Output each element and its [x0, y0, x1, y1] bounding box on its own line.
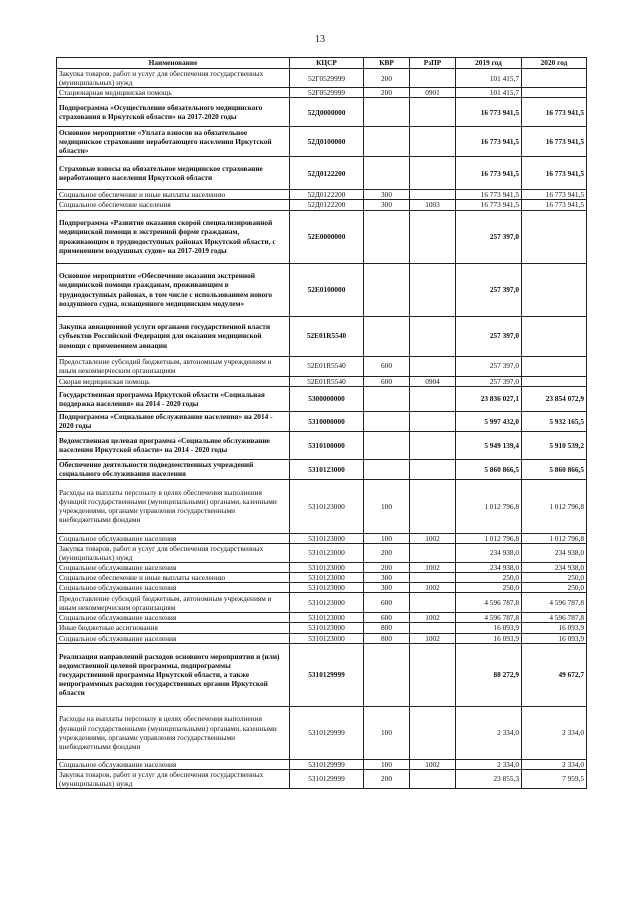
cell-name: Предоставление субсидий бюджетным, автономным учреждениям и иным некоммерческим организациям — [57, 593, 290, 613]
cell-kcsr: 5310123000 — [290, 583, 364, 593]
cell-2020 — [522, 316, 587, 356]
cell-rzpr — [410, 593, 456, 613]
cell-2019: 5 997 432,0 — [456, 411, 522, 431]
table-row — [57, 613, 587, 623]
cell-kvr: 800 — [364, 623, 410, 633]
cell-2019: 4 596 787,8 — [456, 593, 522, 613]
cell-2019: 257 397,0 — [456, 356, 522, 376]
table-row — [57, 562, 587, 572]
cell-kvr — [364, 643, 410, 706]
cell-rzpr: 0901 — [410, 88, 456, 98]
cell-2020: 16 773 941,5 — [522, 98, 587, 127]
table-row — [57, 210, 587, 263]
cell-rzpr — [410, 210, 456, 263]
cell-2020: 250,0 — [522, 573, 587, 583]
table-row — [57, 376, 587, 386]
cell-name: Социальное обслуживание населения — [57, 613, 290, 623]
table-row — [57, 386, 587, 411]
cell-kcsr: 5310123000 — [290, 573, 364, 583]
cell-kvr — [364, 411, 410, 431]
cell-rzpr — [410, 69, 456, 88]
cell-kcsr: 52Е0100000 — [290, 263, 364, 316]
cell-name: Обеспечение деятельности подведомственных учреждений социального обслуживания населения — [57, 459, 290, 479]
cell-2020: 234 938,0 — [522, 543, 587, 562]
table-row — [57, 593, 587, 613]
cell-2020: 5 910 539,2 — [522, 431, 587, 459]
cell-2019: 257 397,0 — [456, 210, 522, 263]
cell-kvr — [364, 263, 410, 316]
cell-2019: 16 773 941,5 — [456, 127, 522, 157]
cell-name: Закупка товаров, работ и услуг для обеспечения государственных (муниципальных) нужд — [57, 543, 290, 562]
cell-kcsr: 52Д0122200 — [290, 200, 364, 210]
header-rzpr: РзПР — [410, 58, 456, 69]
cell-2020 — [522, 210, 587, 263]
cell-kvr: 200 — [364, 769, 410, 788]
table-row — [57, 633, 587, 643]
cell-2019: 1 012 796,8 — [456, 533, 522, 543]
cell-kvr: 300 — [364, 573, 410, 583]
cell-rzpr: 1003 — [410, 200, 456, 210]
cell-2019: 16 093,9 — [456, 633, 522, 643]
table-row — [57, 769, 587, 788]
cell-2019: 101 415,7 — [456, 88, 522, 98]
cell-name: Подпрограмма «Социальное обслуживание населения» на 2014 - 2020 годы — [57, 411, 290, 431]
cell-name: Социальное обслуживание населения — [57, 562, 290, 572]
cell-2019: 1 012 796,8 — [456, 479, 522, 533]
cell-kvr — [364, 127, 410, 157]
cell-name: Предоставление субсидий бюджетным, автономным учреждениям и иным некоммерческим организациям — [57, 356, 290, 376]
cell-2020: 4 596 787,8 — [522, 613, 587, 623]
table-row — [57, 459, 587, 479]
cell-kvr: 200 — [364, 562, 410, 572]
table-row — [57, 643, 587, 706]
cell-kvr — [364, 98, 410, 127]
cell-2020: 1 012 796,8 — [522, 533, 587, 543]
cell-name: Страховые взносы на обязательное медицинское страхование неработающего населения Иркутской области — [57, 157, 290, 190]
cell-2020: 5 860 866,5 — [522, 459, 587, 479]
table-row — [57, 583, 587, 593]
table-row — [57, 200, 587, 210]
cell-name: Реализация направлений расходов основного мероприятия и (или) ведомственной целевой программы, подпрограммы государственной программы Иркутской области, а также непрограммных расходов государственных органов Иркутской области — [57, 643, 290, 706]
header-kcsr: КЦСР — [290, 58, 364, 69]
table-row — [57, 533, 587, 543]
header-kvr: КВР — [364, 58, 410, 69]
cell-2020 — [522, 263, 587, 316]
cell-rzpr — [410, 263, 456, 316]
cell-rzpr — [410, 157, 456, 190]
cell-name: Ведомственная целевая программа «Социальное обслуживание населения Иркутской области» на 2014 - 2020 годы — [57, 431, 290, 459]
table-header-row — [57, 58, 587, 69]
table-row — [57, 190, 587, 200]
cell-kcsr: 5310129999 — [290, 643, 364, 706]
cell-2020: 234 938,0 — [522, 562, 587, 572]
cell-2019: 5 860 866,5 — [456, 459, 522, 479]
cell-kvr: 300 — [364, 200, 410, 210]
cell-name: Социальное обеспечение населения — [57, 200, 290, 210]
cell-2019: 257 397,0 — [456, 376, 522, 386]
cell-2019: 5 949 139,4 — [456, 431, 522, 459]
cell-name: Закупка товаров, работ и услуг для обеспечения государственных (муниципальных) нужд — [57, 69, 290, 88]
cell-kcsr: 5300000000 — [290, 386, 364, 411]
cell-rzpr: 0904 — [410, 376, 456, 386]
cell-kcsr: 52Е01R5540 — [290, 376, 364, 386]
table-row — [57, 623, 587, 633]
cell-kvr: 600 — [364, 376, 410, 386]
cell-kcsr: 52Д0100000 — [290, 127, 364, 157]
cell-2020 — [522, 376, 587, 386]
table-row — [57, 88, 587, 98]
cell-name: Социальное обслуживание населения — [57, 759, 290, 769]
cell-name: Скорая медицинская помощь — [57, 376, 290, 386]
cell-name: Социальное обслуживание населения — [57, 533, 290, 543]
cell-2019: 16 773 941,5 — [456, 157, 522, 190]
cell-kvr: 300 — [364, 190, 410, 200]
cell-rzpr: 1002 — [410, 562, 456, 572]
cell-kcsr: 5310123000 — [290, 633, 364, 643]
cell-kvr: 800 — [364, 633, 410, 643]
cell-2020: 4 596 787,8 — [522, 593, 587, 613]
cell-kvr — [364, 157, 410, 190]
cell-2020: 16 773 941,5 — [522, 190, 587, 200]
cell-2019: 23 836 027,1 — [456, 386, 522, 411]
cell-2019: 16 773 941,5 — [456, 200, 522, 210]
cell-2020 — [522, 356, 587, 376]
cell-kcsr: 5310123000 — [290, 459, 364, 479]
cell-rzpr: 1002 — [410, 613, 456, 623]
table-row — [57, 411, 587, 431]
header-2020: 2020 год — [522, 58, 587, 69]
cell-2019: 16 773 941,5 — [456, 98, 522, 127]
cell-rzpr — [410, 643, 456, 706]
table-row — [57, 263, 587, 316]
cell-2019: 16 773 941,5 — [456, 190, 522, 200]
cell-kvr: 300 — [364, 583, 410, 593]
cell-kvr: 200 — [364, 543, 410, 562]
cell-2020: 16 773 941,5 — [522, 200, 587, 210]
cell-2019: 88 272,9 — [456, 643, 522, 706]
cell-name: Закупка товаров, работ и услуг для обеспечения государственных (муниципальных) нужд — [57, 769, 290, 788]
cell-rzpr — [410, 190, 456, 200]
cell-name: Социальное обеспечение и иные выплаты населению — [57, 573, 290, 583]
cell-2020: 5 932 165,5 — [522, 411, 587, 431]
cell-name: Стационарная медицинская помощь — [57, 88, 290, 98]
cell-kvr: 600 — [364, 593, 410, 613]
cell-name: Подпрограмма «Осуществление обязательного медицинского страхования в Иркутской области» на 2017-2020 годы — [57, 98, 290, 127]
cell-kvr: 200 — [364, 88, 410, 98]
cell-kcsr: 5310123000 — [290, 562, 364, 572]
cell-2020: 2 334,0 — [522, 706, 587, 759]
cell-name: Основное мероприятие «Обеспечение оказания экстренной медицинской помощи гражданам, проживающим в труднодоступных районах, в том числе с использованием нового воздушного судна, оснащенного медицинским модулем» — [57, 263, 290, 316]
cell-rzpr: 1002 — [410, 583, 456, 593]
cell-2019: 234 938,0 — [456, 543, 522, 562]
cell-name: Иные бюджетные ассигнования — [57, 623, 290, 633]
cell-rzpr — [410, 356, 456, 376]
cell-2020: 16 093,9 — [522, 623, 587, 633]
cell-kcsr: 5310129999 — [290, 769, 364, 788]
table-row — [57, 127, 587, 157]
cell-name: Государственная программа Иркутской области «Социальная поддержка населения» на 2014 - 2020 годы — [57, 386, 290, 411]
cell-kcsr: 5310129999 — [290, 706, 364, 759]
cell-kcsr: 5310129999 — [290, 759, 364, 769]
cell-2020: 7 959,5 — [522, 769, 587, 788]
cell-name: Расходы на выплаты персоналу в целях обеспечения выполнения функций государственными (муниципальными) органами, казенными учреждениями, органами управления государственными внебюджетными фондами — [57, 706, 290, 759]
table-row — [57, 316, 587, 356]
cell-rzpr — [410, 98, 456, 127]
cell-rzpr: 1002 — [410, 533, 456, 543]
cell-name: Основное мероприятие «Уплата взносов на обязательное медицинское страхование неработающего населения Иркутской области» — [57, 127, 290, 157]
cell-2020: 250,0 — [522, 583, 587, 593]
cell-2019: 23 855,3 — [456, 769, 522, 788]
cell-kvr: 200 — [364, 69, 410, 88]
table-row — [57, 573, 587, 583]
cell-kvr: 100 — [364, 479, 410, 533]
cell-name: Расходы на выплаты персоналу в целях обеспечения выполнения функций государственными (муниципальными) органами, казенными учреждениями, органами управления государственными внебюджетными фондами — [57, 479, 290, 533]
cell-kvr: 100 — [364, 533, 410, 543]
cell-rzpr: 1002 — [410, 633, 456, 643]
cell-kcsr: 52Е0000000 — [290, 210, 364, 263]
cell-kcsr: 52Д0000000 — [290, 98, 364, 127]
cell-2019: 101 415,7 — [456, 69, 522, 88]
table-row — [57, 479, 587, 533]
cell-2020 — [522, 88, 587, 98]
cell-kcsr: 5310123000 — [290, 593, 364, 613]
cell-name: Подпрограмма «Развитие оказания скорой специализированной медицинской помощи в экстренной форме гражданам, проживающим в труднодоступных районах Иркутской области, с применением воздушных судов» на 2017-2019 годы — [57, 210, 290, 263]
cell-rzpr — [410, 431, 456, 459]
header-name: Наименование — [57, 58, 290, 69]
cell-kvr: 100 — [364, 759, 410, 769]
cell-2019: 4 596 787,8 — [456, 613, 522, 623]
table-row — [57, 706, 587, 759]
cell-2019: 234 938,0 — [456, 562, 522, 572]
cell-kcsr: 52Г0529999 — [290, 69, 364, 88]
cell-2019: 250,0 — [456, 583, 522, 593]
table-row — [57, 157, 587, 190]
cell-kvr — [364, 386, 410, 411]
cell-2019: 2 334,0 — [456, 759, 522, 769]
cell-kvr: 100 — [364, 706, 410, 759]
table-body — [57, 69, 587, 789]
cell-2020: 16 773 941,5 — [522, 127, 587, 157]
table-row — [57, 431, 587, 459]
cell-rzpr — [410, 573, 456, 583]
budget-table — [56, 57, 587, 789]
cell-rzpr — [410, 479, 456, 533]
cell-kcsr: 5310123000 — [290, 623, 364, 633]
table-row — [57, 69, 587, 88]
cell-2019: 16 093,9 — [456, 623, 522, 633]
cell-name: Социальное обслуживание населения — [57, 633, 290, 643]
cell-kcsr: 5310123000 — [290, 613, 364, 623]
table-row — [57, 98, 587, 127]
cell-kvr: 600 — [364, 356, 410, 376]
cell-kvr — [364, 431, 410, 459]
page-number: 13 — [315, 34, 325, 45]
cell-rzpr — [410, 316, 456, 356]
cell-2019: 250,0 — [456, 573, 522, 583]
cell-kvr: 600 — [364, 613, 410, 623]
cell-kvr — [364, 316, 410, 356]
cell-rzpr — [410, 127, 456, 157]
cell-2019: 257 397,0 — [456, 316, 522, 356]
cell-name: Социальное обслуживание населения — [57, 583, 290, 593]
cell-2019: 2 334,0 — [456, 706, 522, 759]
cell-rzpr — [410, 459, 456, 479]
cell-kcsr: 5310123000 — [290, 479, 364, 533]
table-row — [57, 356, 587, 376]
cell-2020: 1 012 796,8 — [522, 479, 587, 533]
cell-rzpr: 1002 — [410, 759, 456, 769]
cell-rzpr — [410, 386, 456, 411]
cell-kcsr: 5310123000 — [290, 543, 364, 562]
table-row — [57, 543, 587, 562]
cell-2019: 257 397,0 — [456, 263, 522, 316]
cell-kcsr: 5310100000 — [290, 431, 364, 459]
cell-rzpr — [410, 411, 456, 431]
cell-2020: 2 334,0 — [522, 759, 587, 769]
cell-2020 — [522, 69, 587, 88]
cell-rzpr — [410, 706, 456, 759]
cell-kcsr: 52Е01R5540 — [290, 356, 364, 376]
cell-kcsr: 5310000000 — [290, 411, 364, 431]
cell-kcsr: 52Д0122200 — [290, 157, 364, 190]
cell-kcsr: 52Д0122200 — [290, 190, 364, 200]
cell-rzpr — [410, 543, 456, 562]
cell-name: Закупка авиационной услуги органами государственной власти субъектов Российской Федерации для оказания медицинской помощи с применением авиации — [57, 316, 290, 356]
cell-kcsr: 52Г0529999 — [290, 88, 364, 98]
cell-name: Социальное обеспечение и иные выплаты населению — [57, 190, 290, 200]
cell-rzpr — [410, 769, 456, 788]
cell-kvr — [364, 210, 410, 263]
cell-2020: 23 854 072,9 — [522, 386, 587, 411]
cell-kcsr: 52Е01R5540 — [290, 316, 364, 356]
cell-2020: 16 773 941,5 — [522, 157, 587, 190]
cell-2020: 49 672,7 — [522, 643, 587, 706]
table-row — [57, 759, 587, 769]
cell-rzpr — [410, 623, 456, 633]
cell-2020: 16 093,9 — [522, 633, 587, 643]
header-2019: 2019 год — [456, 58, 522, 69]
cell-kcsr: 5310123000 — [290, 533, 364, 543]
cell-kvr — [364, 459, 410, 479]
